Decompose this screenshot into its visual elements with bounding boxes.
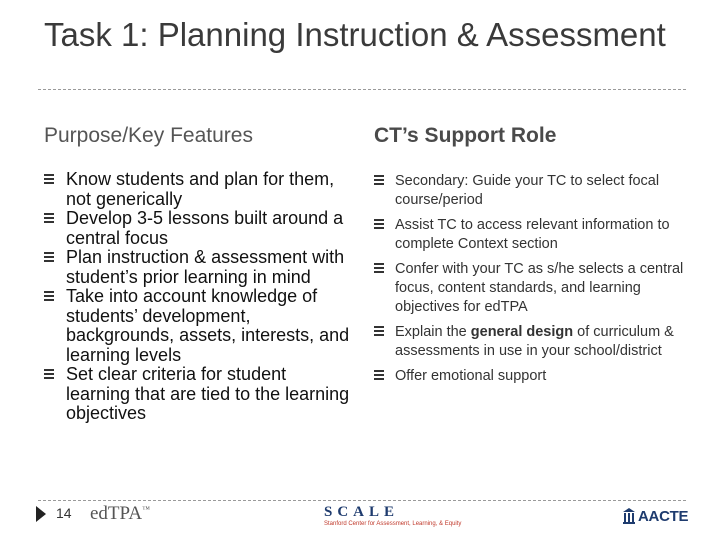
edtpa-logo: [90, 503, 150, 525]
scale-logo-word: SCALE: [324, 504, 400, 520]
slide-title: Task 1: Planning Instruction & Assessment: [44, 16, 666, 53]
list-item-text: Know students and plan for them, not generically: [66, 169, 335, 209]
bullet-icon: [374, 175, 384, 185]
list-item: [44, 365, 354, 424]
list-item-text: Plan instruction & assessment with student’s prior learning in mind: [66, 247, 345, 287]
scale-logo: [324, 505, 484, 528]
bullet-icon: [44, 213, 54, 223]
scale-logo-tagline: Stanford Center for Assessment, Learning, & Equity: [324, 521, 462, 527]
play-arrow-icon: [36, 506, 46, 522]
bullet-icon: [374, 370, 384, 380]
list-item: [374, 323, 694, 361]
list-item-text: Set clear criteria for student learning that are tied to the learning objectives: [66, 364, 350, 423]
list-item: [374, 260, 694, 317]
building-icon: [622, 507, 636, 525]
list-item-text: Offer emotional support: [395, 368, 547, 384]
list-item: [374, 216, 694, 254]
key-features-list: [44, 170, 354, 424]
list-item: [374, 367, 694, 386]
edtpa-logo-text: edTPA: [90, 503, 143, 524]
edtpa-trademark: ™: [142, 504, 150, 514]
bullet-icon: [44, 291, 54, 301]
footer-divider: [38, 500, 686, 501]
bullet-icon: [44, 252, 54, 262]
bullet-icon: [374, 219, 384, 229]
aacte-logo-text: AACTE: [638, 507, 689, 525]
list-item: [44, 209, 354, 248]
support-role-list: [374, 172, 694, 392]
list-item-text-post: of curriculum & assessments in use in your school/district: [395, 324, 674, 359]
bullet-icon: [374, 326, 384, 336]
list-item-text: Secondary: Guide your TC to select focal course/period: [395, 173, 660, 208]
aacte-logo: [622, 505, 688, 527]
list-item-text: Develop 3-5 lessons built around a central focus: [66, 208, 344, 248]
list-item-text: Confer with your TC as s/he selects a central focus, content standards, and learning objectives for edTPA: [395, 261, 684, 315]
bullet-icon: [44, 369, 54, 379]
list-item-text: Take into account knowledge of students’ development, backgrounds, assets, interests, and learning levels: [66, 286, 350, 365]
title-divider: [38, 89, 686, 90]
list-item-text-bold: general design: [470, 324, 574, 340]
right-column-heading: CT’s Support Role: [374, 124, 557, 147]
bullet-icon: [44, 174, 54, 184]
bullet-icon: [374, 263, 384, 273]
list-item: [44, 170, 354, 209]
list-item: [374, 172, 694, 210]
list-item: [44, 287, 354, 365]
list-item-text: Assist TC to access relevant information to complete Context section: [395, 217, 670, 252]
list-item: [44, 248, 354, 287]
list-item-text-pre: Explain the: [395, 324, 471, 340]
page-number: 14: [56, 505, 72, 521]
left-column-heading: Purpose/Key Features: [44, 124, 253, 147]
